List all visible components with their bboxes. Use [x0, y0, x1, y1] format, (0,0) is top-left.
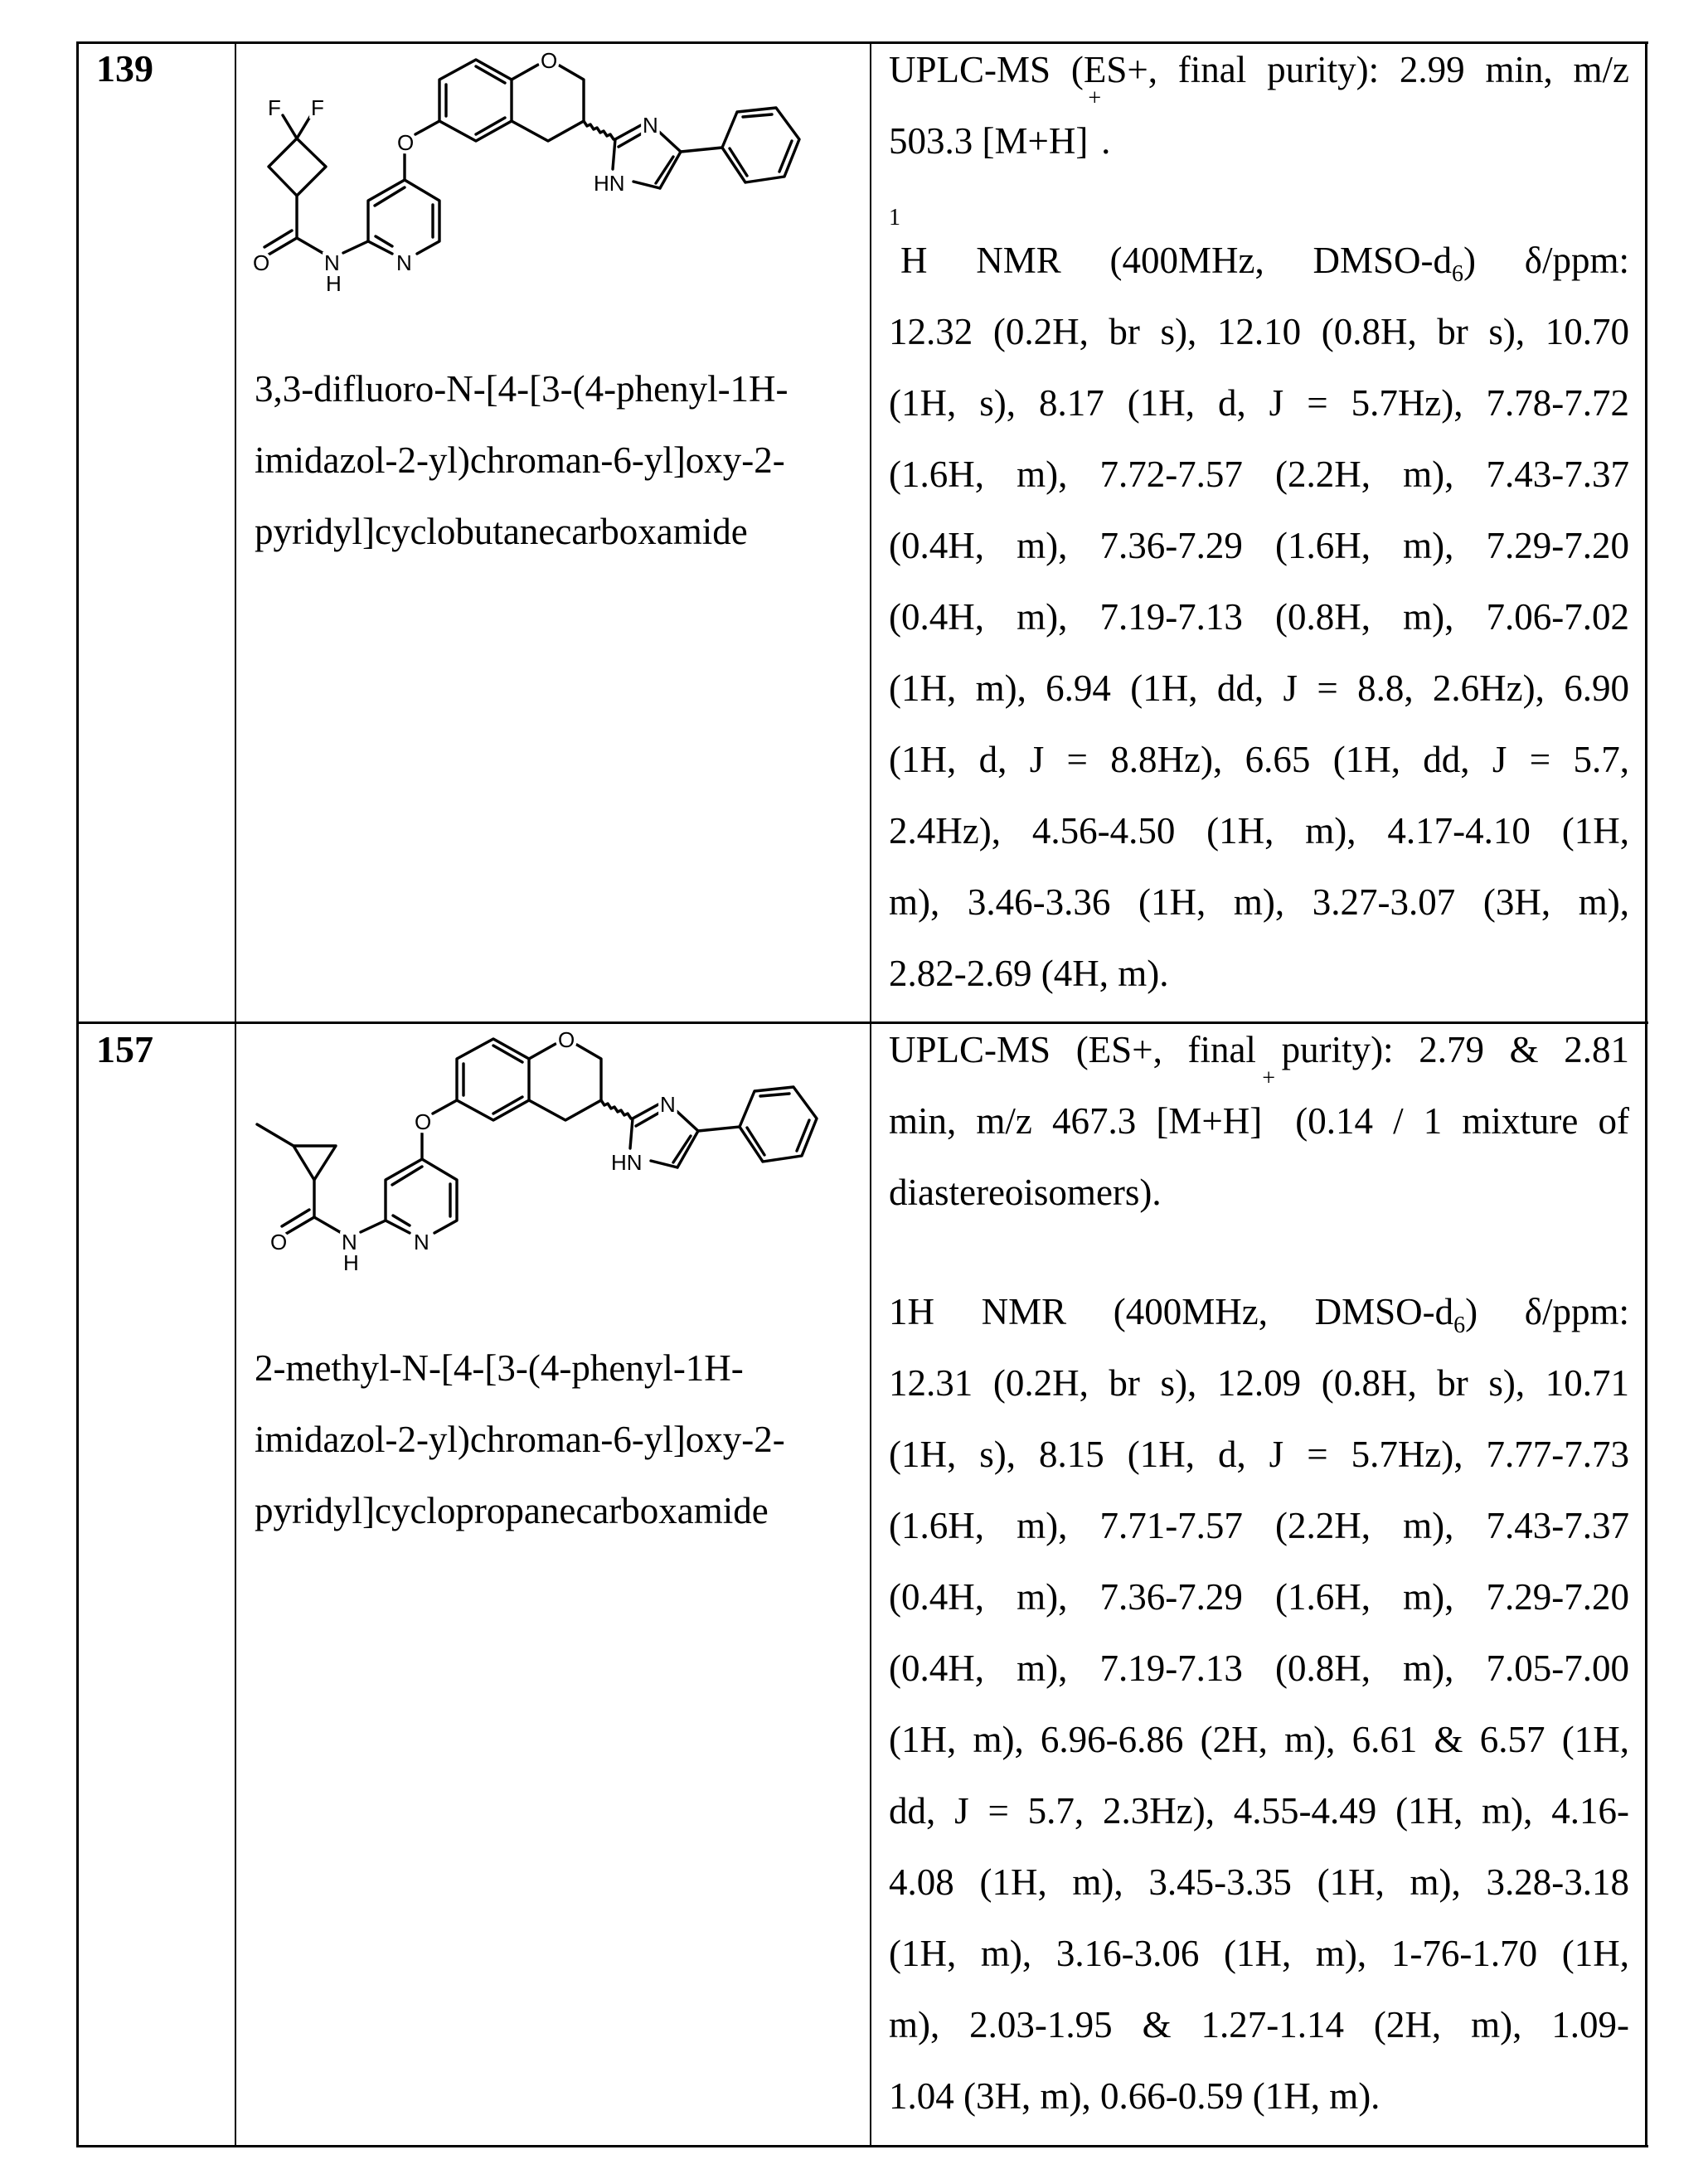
- text-line: (0.4H, m), 7.36-7.29 (1.6H, m), 7.29-7.20: [889, 1561, 1629, 1633]
- text-line: [889, 105, 1629, 177]
- compound-number: 139: [96, 33, 153, 104]
- table-column-divider-2: [870, 41, 871, 2147]
- text-line: imidazol-2-yl)chroman-6-yl]oxy-2-: [255, 1404, 785, 1475]
- text-line: 12.31 (0.2H, br s), 12.09 (0.8H, br s), 10.71: [889, 1347, 1629, 1419]
- table-border-left: [76, 41, 79, 2147]
- text-line: UPLC-MS (ES+, final purity): 2.99 min, m/z: [889, 34, 1629, 105]
- atom-label: O: [397, 130, 414, 155]
- text-line: ) δ/ppm:: [1463, 240, 1629, 281]
- text-line: pyridyl]cyclopropanecarboxamide: [255, 1475, 785, 1546]
- atom-label: N: [396, 250, 412, 275]
- atom-label: O: [558, 1027, 575, 1052]
- text-line: 1H NMR (400MHz, DMSO-d: [889, 1291, 1453, 1332]
- core-scaffold: [270, 1027, 817, 1275]
- text-line: 503.3 [M+H]: [889, 120, 1088, 162]
- text-line: m), 3.46-3.36 (1H, m), 3.27-3.07 (3H, m),: [889, 866, 1629, 938]
- text-line: (1.6H, m), 7.71-7.57 (2.2H, m), 7.43-7.37: [889, 1490, 1629, 1561]
- text-line: ) δ/ppm:: [1465, 1291, 1629, 1332]
- text-line: +: [1262, 1065, 1275, 1091]
- atom-label: HN: [611, 1150, 643, 1175]
- atom-label: F: [268, 95, 281, 120]
- chemical-structure-157: [234, 1020, 831, 1277]
- text-line: 1: [889, 205, 900, 231]
- text-line: [889, 1085, 1629, 1157]
- text-line: 3,3-difluoro-N-[4-[3-(4-phenyl-1H-: [255, 353, 788, 425]
- nmr-data: [889, 1276, 1629, 2132]
- table-border-bottom: [76, 2145, 1648, 2147]
- text-line: (0.4H, m), 7.19-7.13 (0.8H, m), 7.06-7.02: [889, 581, 1629, 653]
- text-line: imidazol-2-yl)chroman-6-yl]oxy-2-: [255, 425, 788, 496]
- text-line: (0.4H, m), 7.19-7.13 (0.8H, m), 7.05-7.00: [889, 1633, 1629, 1704]
- text-line: H NMR (400MHz, DMSO-d: [900, 240, 1452, 281]
- text-line: [889, 225, 1629, 296]
- text-line: [889, 1276, 1629, 1347]
- atom-label: O: [270, 1230, 287, 1254]
- text-line: +: [1088, 85, 1101, 111]
- atom-label: HN: [594, 171, 625, 196]
- atom-label: N: [324, 250, 340, 275]
- text-line: (1H, s), 8.17 (1H, d, J = 5.7Hz), 7.78-7.72: [889, 367, 1629, 439]
- atom-label: H: [326, 271, 342, 296]
- text-line: 2.4Hz), 4.56-4.50 (1H, m), 4.17-4.10 (1H,: [889, 795, 1629, 866]
- text-line: 12.32 (0.2H, br s), 12.10 (0.8H, br s), 10.70: [889, 296, 1629, 367]
- atom-label: N: [342, 1230, 357, 1254]
- atom-label: O: [415, 1109, 431, 1134]
- text-line: m), 2.03-1.95 & 1.27-1.14 (2H, m), 1.09-: [889, 1989, 1629, 2060]
- text-line: 2-methyl-N-[4-[3-(4-phenyl-1H-: [255, 1332, 785, 1404]
- text-line: (1H, m), 3.16-3.06 (1H, m), 1-76-1.70 (1H,: [889, 1918, 1629, 1989]
- table-border-right: [1645, 41, 1647, 2147]
- atom-label: N: [660, 1092, 676, 1117]
- text-line: (1H, s), 8.15 (1H, d, J = 5.7Hz), 7.77-7.73: [889, 1419, 1629, 1490]
- atom-label: O: [253, 250, 269, 275]
- text-line: (1H, d, J = 8.8Hz), 6.65 (1H, dd, J = 5.7,: [889, 724, 1629, 795]
- text-line: UPLC-MS (ES+, final purity): 2.79 & 2.81: [889, 1014, 1629, 1085]
- text-line: (0.4H, m), 7.36-7.29 (1.6H, m), 7.29-7.20: [889, 510, 1629, 581]
- atom-label: O: [541, 48, 557, 73]
- compound-name: [255, 353, 788, 567]
- atom-label: H: [343, 1250, 359, 1275]
- text-line: dd, J = 5.7, 2.3Hz), 4.55-4.49 (1H, m), 4.16-: [889, 1775, 1629, 1846]
- compound-number: 157: [96, 1014, 153, 1085]
- text-line: 6: [1453, 1313, 1465, 1338]
- text-line: 2.82-2.69 (4H, m).: [889, 938, 1629, 1009]
- chemical-structure-139: [216, 41, 813, 298]
- text-line: 6: [1452, 261, 1463, 287]
- nmr-data: [889, 225, 1629, 1009]
- ms-data: [889, 34, 1629, 177]
- text-line: 4.08 (1H, m), 3.45-3.35 (1H, m), 3.28-3.18: [889, 1846, 1629, 1918]
- atom-label: F: [311, 95, 324, 120]
- atom-label: N: [414, 1230, 429, 1254]
- text-line: pyridyl]cyclobutanecarboxamide: [255, 496, 788, 567]
- text-line: min, m/z 467.3 [M+H]: [889, 1100, 1262, 1142]
- cyclobutane-difluoro-group: [268, 95, 326, 238]
- compound-name: [255, 1332, 785, 1546]
- text-line: diastereoisomers).: [889, 1157, 1629, 1228]
- text-line: (0.14 / 1 mixture of: [1275, 1100, 1629, 1142]
- text-line: (1H, m), 6.94 (1H, dd, J = 8.8, 2.6Hz), 6.90: [889, 653, 1629, 724]
- text-line: (1.6H, m), 7.72-7.57 (2.2H, m), 7.43-7.37: [889, 439, 1629, 510]
- core-scaffold: [253, 48, 799, 296]
- ms-data: [889, 1014, 1629, 1228]
- text-line: (1H, m), 6.96-6.86 (2H, m), 6.61 & 6.57 (1H,: [889, 1704, 1629, 1775]
- text-line: 1.04 (3H, m), 0.66-0.59 (1H, m).: [889, 2060, 1629, 2132]
- text-line: .: [1101, 120, 1110, 162]
- methylcyclopropane-group: [257, 1124, 336, 1217]
- atom-label: N: [643, 113, 658, 138]
